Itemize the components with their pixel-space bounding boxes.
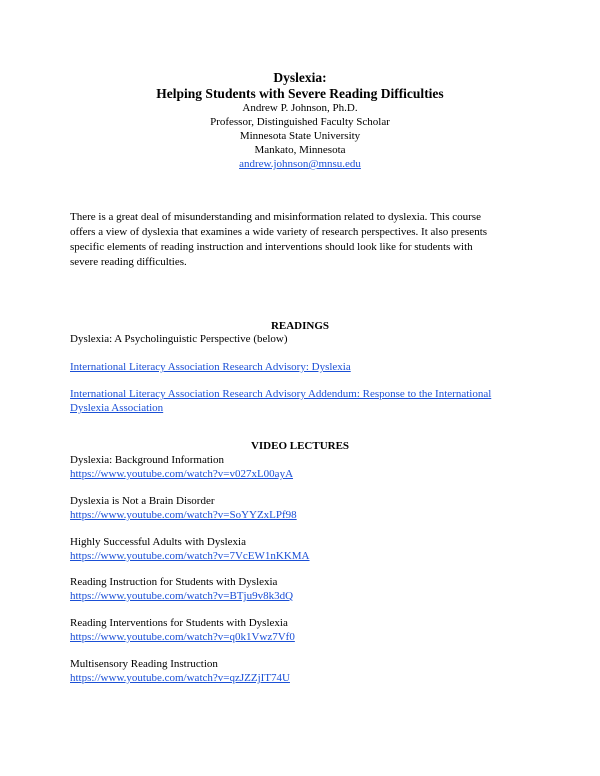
video-url-row [70, 631, 295, 643]
intro-line-2: offers a view of dyslexia that examines a wide variety of research perspectives. It also presents [70, 226, 488, 238]
video-url-row [70, 550, 310, 562]
author-name: Andrew P. Johnson, Ph.D. [242, 102, 358, 114]
video-title: Multisensory Reading Instruction [70, 658, 218, 670]
video-url-row [70, 468, 293, 480]
author-position: Professor, Distinguished Faculty Scholar [210, 116, 390, 128]
video-url-row [70, 590, 293, 602]
video-link[interactable]: https://www.youtube.com/watch?v=7VcEW1nKKMA [70, 550, 310, 562]
readings-heading: READINGS [270, 320, 330, 332]
video-link[interactable]: https://www.youtube.com/watch?v=SoYYZxLPf98 [70, 509, 297, 521]
reading-link-ila-advisory[interactable]: International Literacy Association Research Advisory: Dyslexia [70, 361, 351, 373]
intro-line-1: There is a great deal of misunderstanding and misinformation related to dyslexia. This course [70, 211, 481, 223]
author-email-row [0, 158, 600, 170]
intro-line-3: specific elements of reading instruction and interventions should look like for students with [70, 241, 473, 253]
video-title: Reading Instruction for Students with Dyslexia [70, 576, 278, 588]
video-link[interactable]: https://www.youtube.com/watch?v=BTju9v8k3dQ [70, 590, 294, 602]
doc-title: Dyslexia: [273, 70, 327, 85]
intro-line-4: severe reading difficulties. [70, 256, 187, 268]
video-title: Highly Successful Adults with Dyslexia [70, 536, 246, 548]
video-title: Dyslexia is Not a Brain Disorder [70, 495, 215, 507]
video-url-row [70, 672, 290, 684]
video-title: Reading Interventions for Students with Dyslexia [70, 617, 288, 629]
reading-link-addendum-row-1 [70, 388, 491, 400]
reading-item-psycholinguistic: Dyslexia: A Psycholinguistic Perspective (below) [70, 333, 288, 345]
author-location: Mankato, Minnesota [254, 144, 346, 156]
author-university: Minnesota State University [239, 130, 361, 142]
video-url-row [70, 509, 297, 521]
video-link[interactable]: https://www.youtube.com/watch?v=qzJZZjIT74U [70, 672, 290, 684]
video-lectures-heading: VIDEO LECTURES [250, 440, 350, 452]
video-link[interactable]: https://www.youtube.com/watch?v=v027xL00ayA [70, 468, 294, 480]
author-email-link[interactable]: andrew.johnson@mnsu.edu [239, 158, 361, 170]
reading-link-ila-addendum-part1[interactable]: International Literacy Association Research Advisory Addendum: Response to the International [70, 388, 492, 400]
reading-link-addendum-row-2 [70, 402, 163, 414]
reading-link-ila-row [70, 361, 351, 373]
video-link[interactable]: https://www.youtube.com/watch?v=q0k1Vwz7Vf0 [70, 631, 295, 643]
doc-subtitle: Helping Students with Severe Reading Difficulties [156, 86, 444, 101]
video-title: Dyslexia: Background Information [70, 454, 224, 466]
reading-link-ila-addendum-part2[interactable]: Dyslexia Association [70, 402, 164, 414]
